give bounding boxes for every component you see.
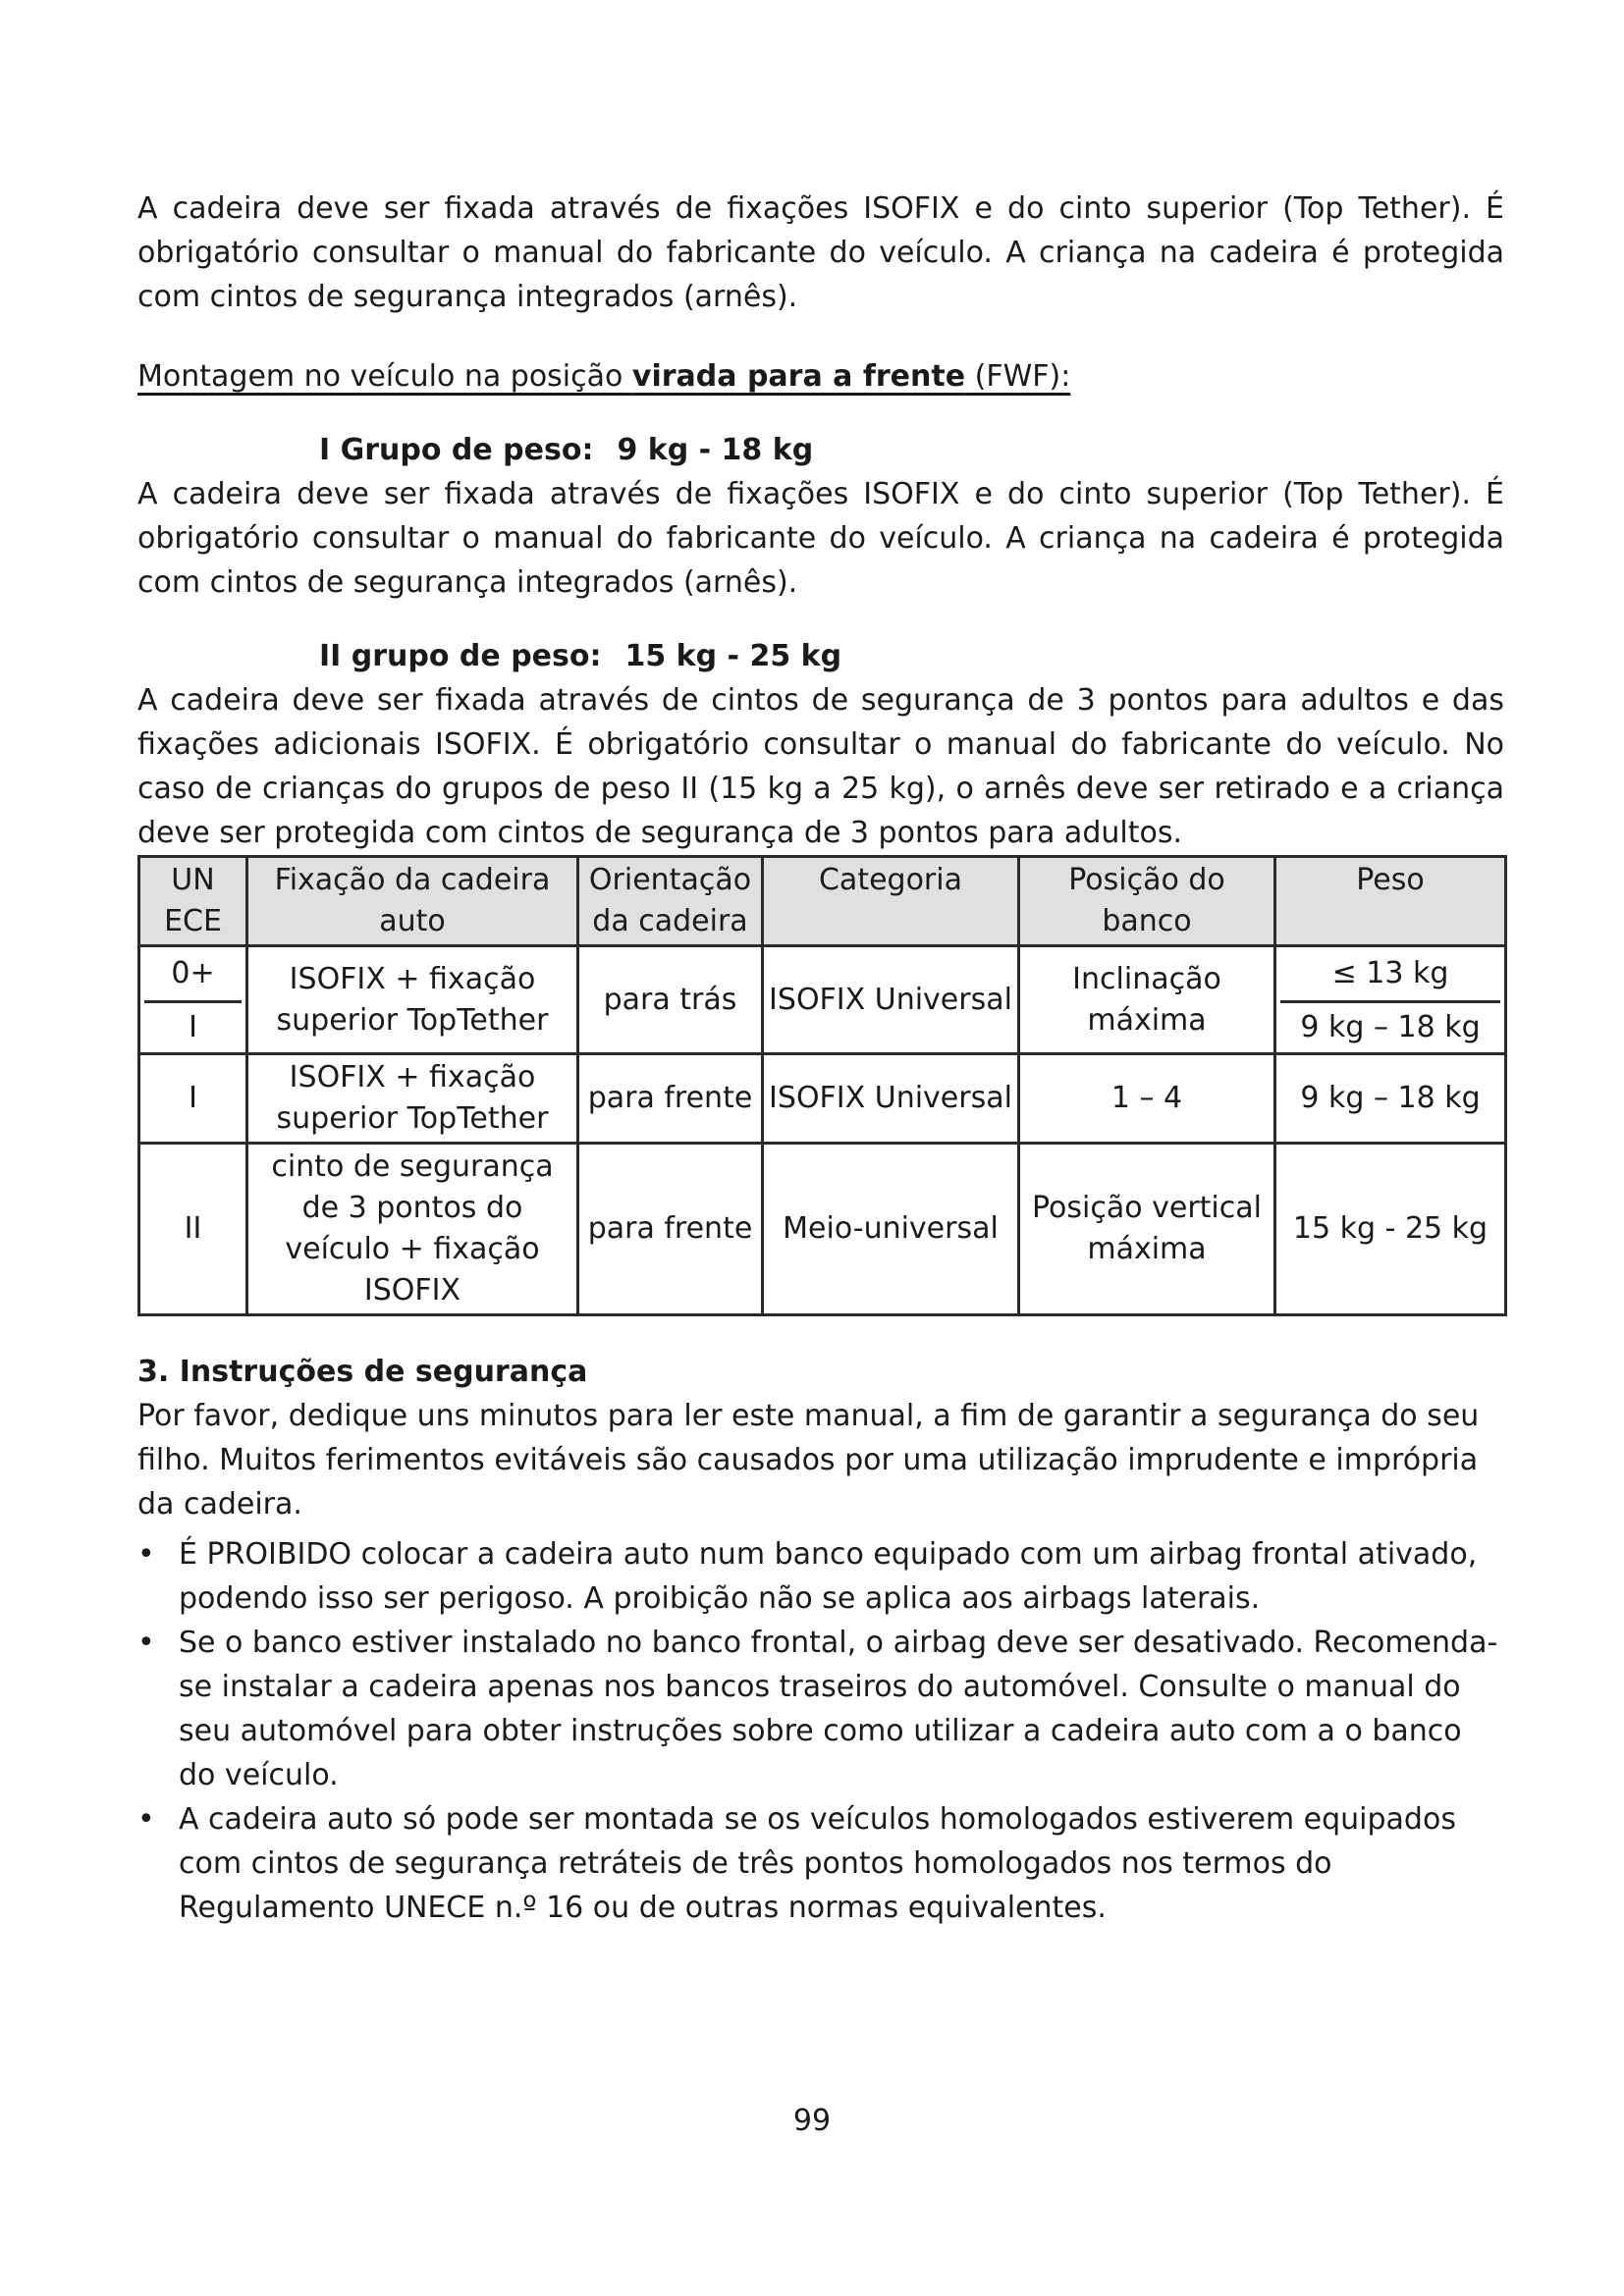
row1-orientation: para trás [578,946,763,1054]
row1-group-cell [139,946,247,1054]
row2-category: ISOFIX Universal [763,1054,1019,1144]
row3-orientation: para frente [578,1144,763,1315]
page-number: 99 [792,2104,832,2138]
row2-weight: 9 kg – 18 kg [1275,1054,1506,1144]
table-row [139,1144,1506,1315]
row1-position: Inclinação máxima [1019,946,1275,1054]
group1-text: A cadeira deve ser fixada através de fixações ISOFIX e do cinto superior (Top Tether). É obrigatório consultar o manual do fabricante do veículo. A criança na cadeira é protegida com cintos de segurança integrados (arnês). [137,477,1504,600]
group2-text: A cadeira deve ser fixada através de cintos de segurança de 3 pontos para adultos e das fixações adicionais ISOFIX. É obrigatório consultar o manual do fabricante do veículo. No caso de crianças do grupos de peso II (15 kg a 25 kg), o arnês deve ser retirado e a criança deve ser protegida com cintos de segurança de 3 pontos para adultos. [137,683,1504,850]
group1-label: I Grupo de peso: [319,433,594,467]
safety-item-1: É PROIBIDO colocar a cadeira auto num banco equipado com um airbag frontal ativado, podendo isso ser perigoso. A proibição não se aplica aos airbags laterais. [179,1537,1478,1616]
row2-fixation: ISOFIX + fixação superior TopTether [247,1054,578,1144]
intro-paragraph: A cadeira deve ser fixada através de fixações ISOFIX e do cinto superior (Top Tether). É obrigatório consultar o manual do fabricante do veículo. A criança na cadeira é protegida com cintos de segurança integrados (arnês). [137,191,1504,314]
row1-fixation: ISOFIX + fixação superior TopTether [247,946,578,1054]
bullet-icon: • [137,1626,155,1660]
header-category: Categoria [763,857,1019,946]
group1-title [137,428,1504,472]
row3-group: II [139,1144,247,1315]
group2-weight: 15 kg - 25 kg [624,639,842,673]
montagem-suffix: (FWF): [965,359,1071,394]
safety-intro: Por favor, dedique uns minutos para ler este manual, a fim de garantir a segurança do seu filho. Muitos ferimentos evitáveis são causados por uma utilização imprudente e imprópria da cadeira. [137,1399,1480,1522]
header-fixation: Fixação da cadeira auto [247,857,578,946]
safety-title: 3. Instruções de segurança [137,1355,588,1389]
row3-position: Posição vertical máxima [1019,1144,1275,1315]
row1-weight-a: ≤ 13 kg [1280,949,1500,1003]
header-orientation: Orientação da cadeira [578,857,763,946]
row2-position: 1 – 4 [1019,1054,1275,1144]
list-item [137,1532,1504,1621]
row1-weight-b: 9 kg – 18 kg [1300,1010,1481,1044]
document-page [137,187,1504,1930]
row1-weight-cell [1275,946,1506,1054]
list-item [137,1621,1504,1797]
table-row [139,1054,1506,1144]
row1-category: ISOFIX Universal [763,946,1019,1054]
table-row [139,946,1506,1054]
row2-group: I [139,1054,247,1144]
montagem-heading [137,354,1504,399]
montagem-prefix: Montagem no veículo na posição [137,359,632,394]
group2-label: II grupo de peso: [319,639,602,673]
safety-item-2: Se o banco estiver instalado no banco frontal, o airbag deve ser desativado. Recomenda-se instalar a cadeira apenas nos bancos traseiros do automóvel. Consulte o manual do seu automóvel para obter instruções sobre como utilizar a cadeira auto com a o banco do veículo. [179,1626,1498,1792]
row3-fixation: cinto de segurança de 3 pontos do veículo + fixação ISOFIX [247,1144,578,1315]
group2-title [137,634,1504,678]
table-header-row [139,857,1506,946]
row3-weight: 15 kg - 25 kg [1275,1144,1506,1315]
header-weight: Peso [1275,857,1506,946]
row3-category: Meio-universal [763,1144,1019,1315]
specification-table [137,855,1507,1316]
header-position: Posição do banco [1019,857,1275,946]
row2-orientation: para frente [578,1054,763,1144]
row1-group-a: 0+ [144,949,242,1003]
row1-group-b: I [189,1010,197,1044]
bullet-icon: • [137,1802,155,1837]
safety-list [137,1532,1504,1930]
list-item [137,1797,1504,1930]
montagem-bold: virada para a frente [631,359,966,394]
safety-item-3: A cadeira auto só pode ser montada se os veículos homologados estiverem equipados com cintos de segurança retráteis de três pontos homologados nos termos do Regulamento UNECE n.º 16 ou de outras normas equivalentes. [179,1802,1456,1925]
group1-weight: 9 kg - 18 kg [617,433,814,467]
bullet-icon: • [137,1537,155,1572]
header-group: UN ECE [139,857,247,946]
